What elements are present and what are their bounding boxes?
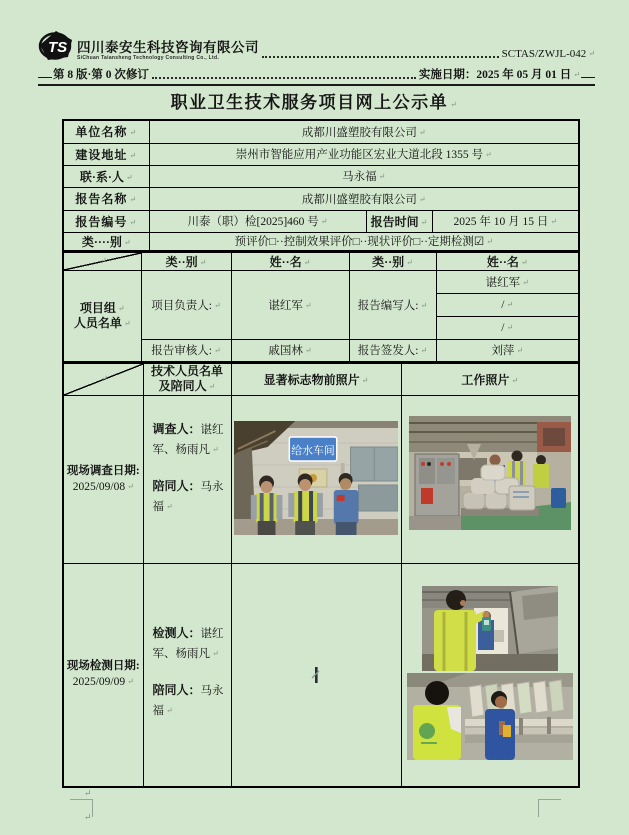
tech-personnel-header: 技术人员名单 及陪同人 ↵ [143, 363, 231, 395]
project-team-table [62, 251, 580, 364]
svg-text:给水车间: 给水车间 [291, 444, 335, 457]
surveyor-names: 谌红军、杨雨凡 ↵ [153, 424, 224, 456]
team-col-name-1: 姓··名 ↵ [231, 252, 349, 271]
report-no-value: 川泰（职）检[2025]460 号 ↵ [149, 210, 366, 232]
document-header [38, 31, 595, 86]
landmark-photo-header: 显著标志物前照片 ↵ [231, 363, 401, 395]
table-row [63, 210, 579, 232]
detection-personnel-cell [143, 563, 231, 787]
svg-text:TS: TS [48, 39, 68, 56]
header-dash-right [581, 77, 595, 78]
report-name-label: 报告名称 ↵ [63, 187, 149, 210]
detection-escort-name: 马永福 ↵ [153, 685, 224, 717]
revision-label: 第 8 版·第 0 次修订 [53, 69, 149, 81]
reviewer-name: 戚国林 ↵ [231, 339, 349, 362]
issuer-label: 报告签发人: ↵ [349, 339, 436, 362]
table-row [63, 252, 579, 271]
detection-escort-label: 陪同人： [152, 682, 201, 697]
survey-landmark-photo-cell [231, 395, 401, 563]
leader-name: 谌红军 ↵ [231, 270, 349, 339]
contact-label: 联·系·人 ↵ [63, 165, 149, 187]
dotted-leader [262, 56, 499, 58]
table-row [63, 187, 579, 210]
report-time-label: 报告时间 ↵ [366, 210, 432, 232]
survey-escort-label: 陪同人： [152, 478, 201, 493]
detection-date-label: 现场检测日期: [66, 660, 140, 673]
dotted-leader [152, 77, 416, 79]
table-row [63, 270, 579, 293]
company-logo-icon [38, 31, 74, 61]
work-photo-header: 工作照片 ↵ [401, 363, 579, 395]
table-row [63, 232, 579, 251]
basic-info-table [62, 119, 580, 252]
blank-line [153, 664, 227, 681]
survey-escort-name: 马永福 ↵ [153, 481, 224, 513]
detector-names: 谌红军、杨雨凡 ↵ [153, 628, 224, 660]
table-row [63, 165, 579, 187]
survey-row [63, 395, 579, 563]
writer-label: 报告编写人: ↵ [349, 270, 436, 339]
page-margin-corner-right [538, 799, 561, 817]
diagonal-header-cell [63, 363, 143, 395]
detection-date-cell [63, 563, 143, 787]
page-margin-corner-left [70, 799, 93, 817]
survey-work-photo-cell [401, 395, 579, 563]
writer-name-1: 谌红军 ↵ [436, 270, 579, 293]
team-group-label: 项目组 ↵ 人员名单 ↵ [63, 270, 141, 362]
unit-name-label: 单位名称 ↵ [63, 120, 149, 143]
report-no-label: 报告编号 ↵ [63, 210, 149, 232]
company-name-en: SiChuan Taiansheng Technology Consulting Co., Ltd. [77, 55, 220, 61]
detection-work-photo-2 [407, 673, 573, 760]
survey-personnel-cell [143, 395, 231, 563]
detection-work-photo-1 [422, 586, 558, 671]
address-label: 建设地址 ↵ [63, 143, 149, 165]
detection-landmark-photo-cell [231, 563, 401, 787]
survey-work-photo [409, 416, 571, 530]
paragraph-mark [84, 788, 92, 799]
survey-date-label: 现场调查日期: [66, 464, 140, 477]
site-photos-table [62, 362, 580, 788]
company-name-cn: 四川泰安生科技咨询有限公司 [77, 40, 259, 55]
team-col-category-2: 类··别 ↵ [349, 252, 436, 271]
leader-label: 项目负责人: ↵ [141, 270, 231, 339]
surveyor-label: 调查人： [152, 421, 201, 436]
document-code: SCTAS/ZWJL-042 ↵ [502, 48, 595, 60]
survey-date-cell [63, 395, 143, 563]
page-title: 职业卫生技术服务项目网上公示单 ↵ [0, 88, 629, 113]
reviewer-label: 报告审核人: ↵ [141, 339, 231, 362]
team-col-category-1: 类··别 ↵ [141, 252, 231, 271]
category-label: 类····别 ↵ [63, 232, 149, 251]
table-row [63, 120, 579, 143]
detection-row [63, 563, 579, 787]
detector-label: 检测人： [152, 625, 201, 640]
team-col-name-2: 姓··名 ↵ [436, 252, 579, 271]
implementation-date: 实施日期：2025 年 05 月 01 日 ↵ [419, 66, 580, 82]
detection-date-value: 2025/09/09 ↵ [66, 674, 141, 690]
survey-date-value: 2025/09/08 ↵ [66, 479, 141, 495]
blank-line [153, 460, 227, 477]
address-value: 崇州市智能应用产业功能区宏业大道北段 1355 号 ↵ [149, 143, 579, 165]
writer-name-3: / ↵ [436, 316, 579, 339]
report-name-value: 成都川盛塑胶有限公司 ↵ [149, 187, 579, 210]
category-options: 预评价□··控制效果评价□··现状评价□··定期检测☑ ↵ [149, 232, 579, 251]
header-dash-left [38, 77, 52, 78]
collapsed-image-marker [311, 666, 321, 684]
writer-name-2: / ↵ [436, 293, 579, 316]
issuer-name: 刘萍 ↵ [436, 339, 579, 362]
table-row [63, 339, 579, 362]
survey-landmark-photo [234, 421, 398, 535]
table-row [63, 363, 579, 395]
contact-value: 马永福 ↵ [149, 165, 579, 187]
report-time-value: 2025 年 10 月 15 日 ↵ [432, 210, 579, 232]
diagonal-header-cell [63, 252, 141, 271]
unit-name-value: 成都川盛塑胶有限公司 ↵ [149, 120, 579, 143]
detection-work-photo-cell [401, 563, 579, 787]
table-row [63, 143, 579, 165]
